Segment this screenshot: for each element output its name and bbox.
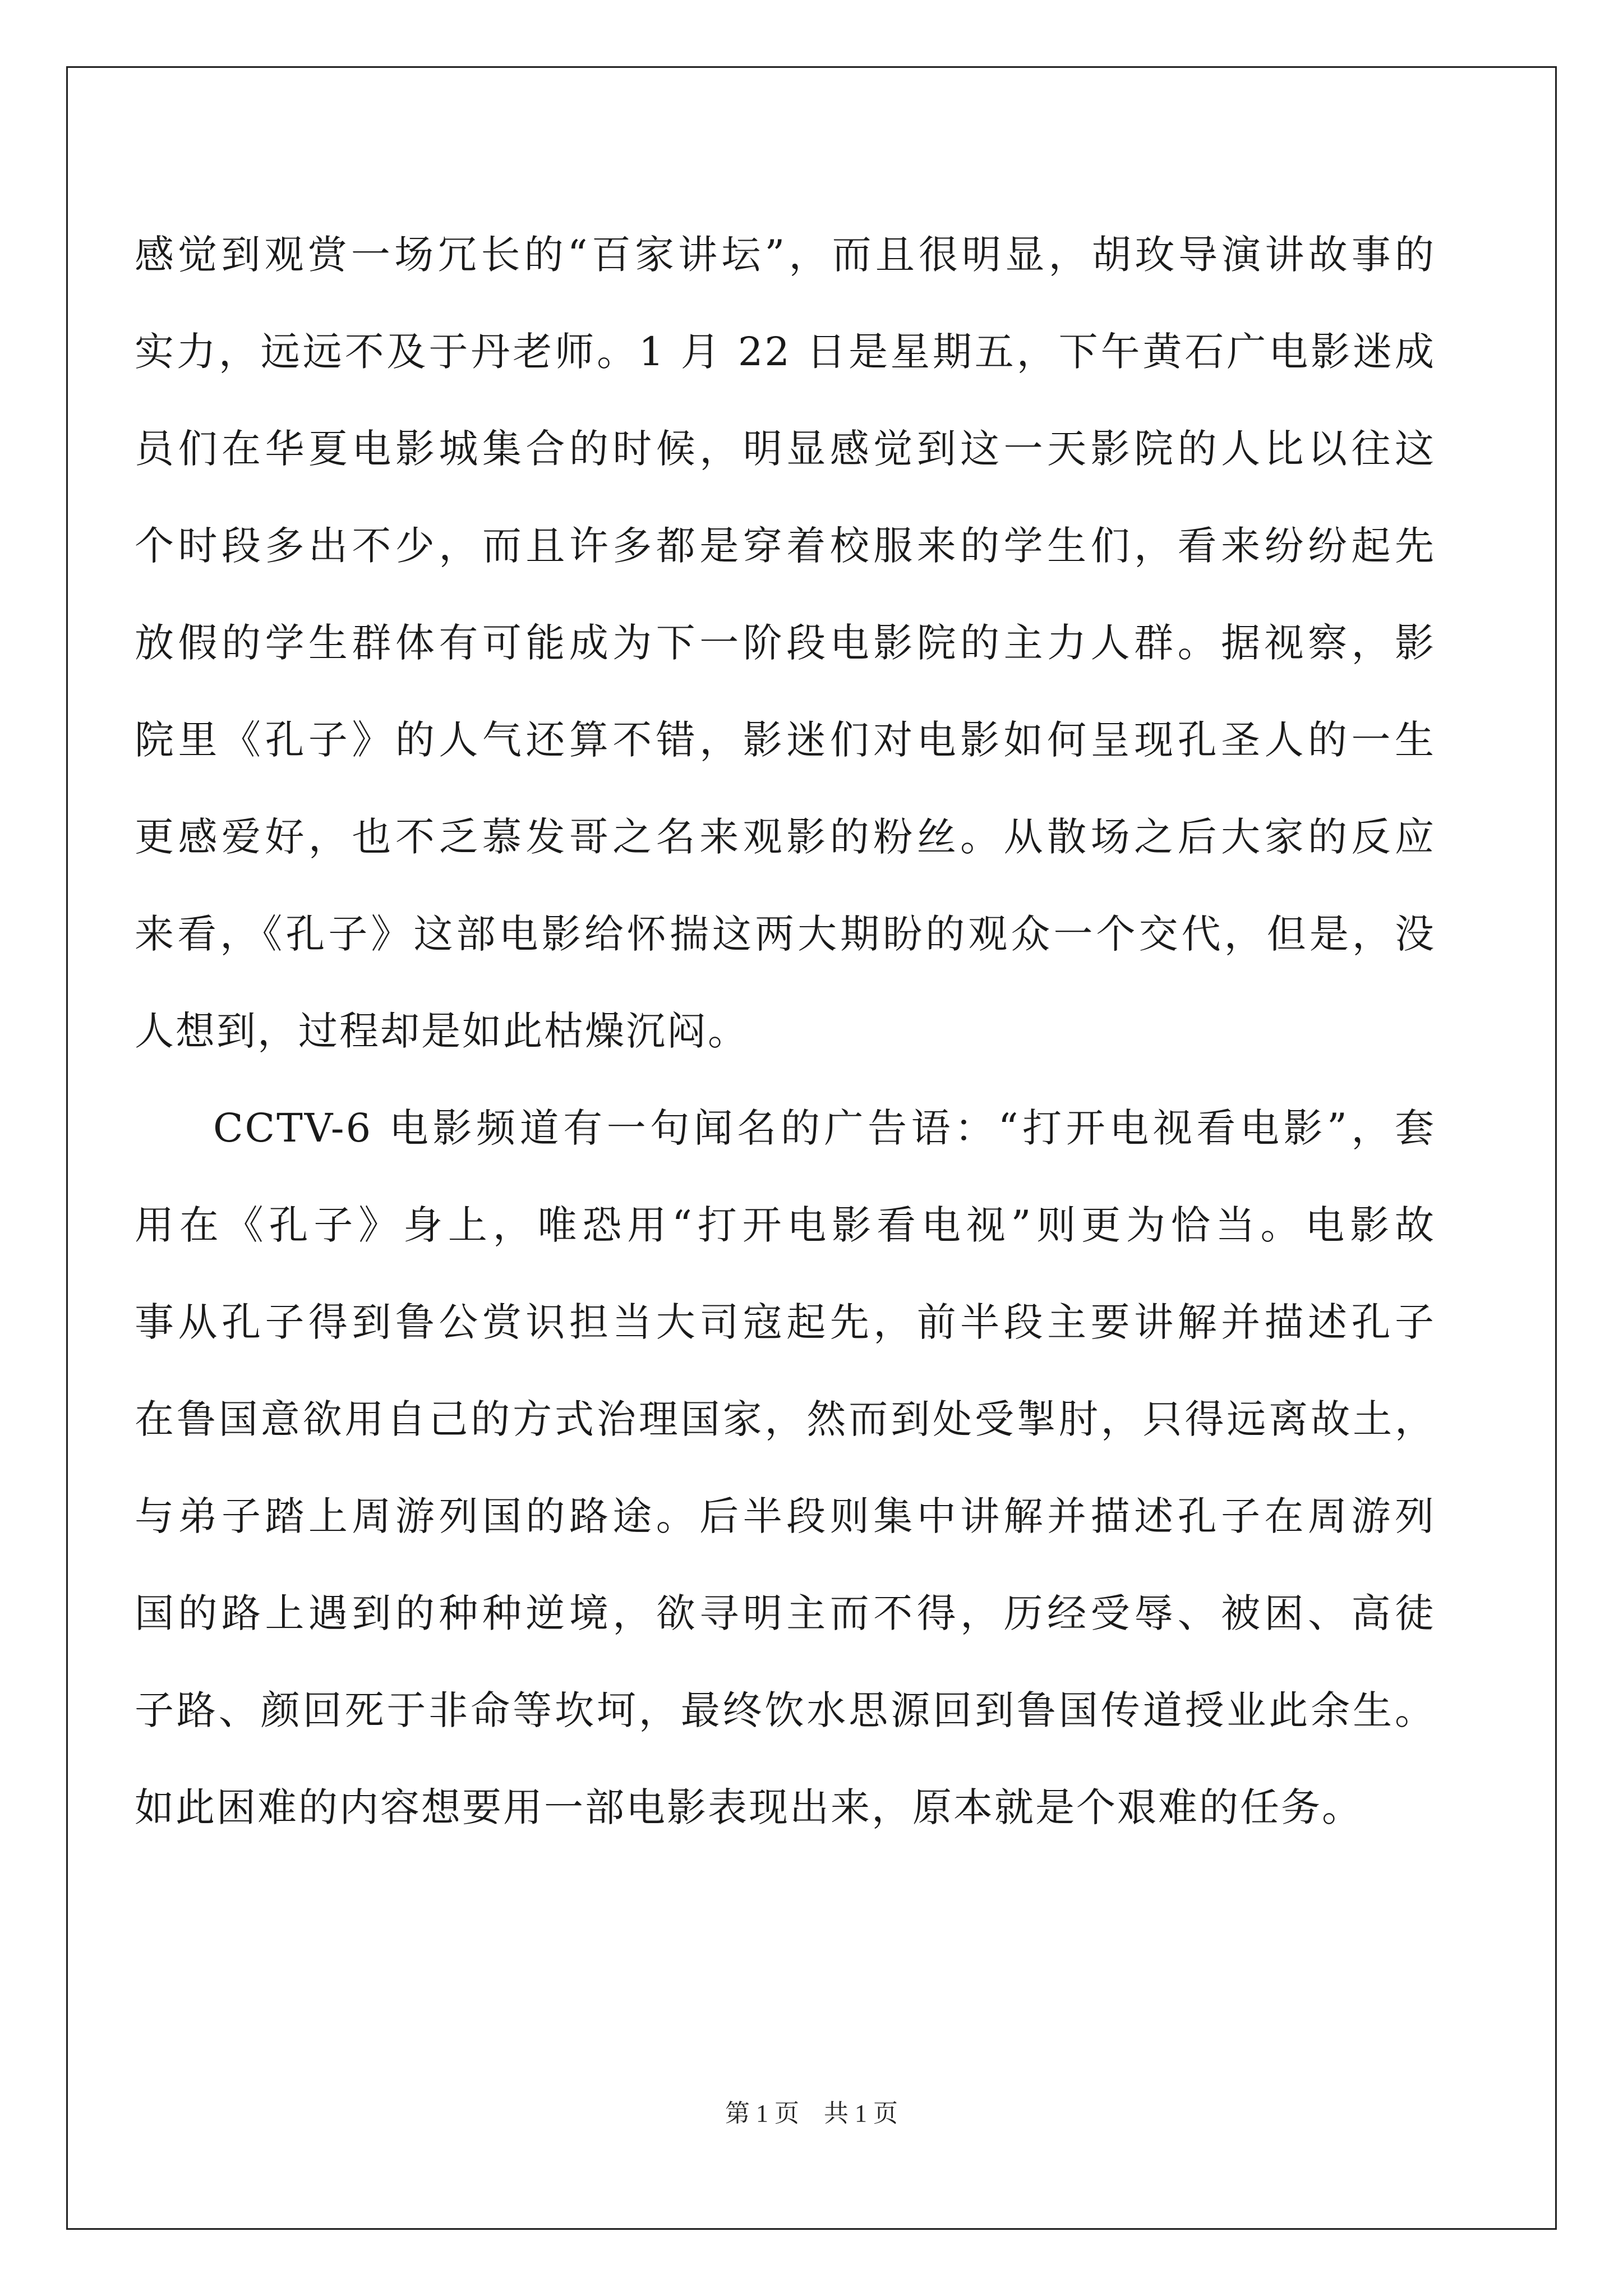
text-line: 院里《孔子》的人气还算不错，影迷们对电影如何呈现孔圣人的一生 [135,717,1436,763]
text-line: 个时段多出不少，而且许多都是穿着校服来的学生们，看来纷纷起先 [135,523,1436,569]
text-line: 实力，远远不及于丹老师。1 月 22 日是星期五，下午黄石广电影迷成 [135,329,1436,375]
text-line: 更感爱好，也不乏慕发哥之名来观影的粉丝。从散场之后大家的反应 [135,814,1436,860]
paragraph-first-line: CCTV-6 电影频道有一句闻名的广告语：“打开电视看电影”，套 [213,1105,1436,1151]
text-line: 事从孔子得到鲁公赏识担当大司寇起先，前半段主要讲解并描述孔子 [135,1299,1436,1345]
text-line: 用在《孔子》身上，唯恐用“打开电影看电视”则更为恰当。电影故 [135,1202,1436,1248]
text-line: 放假的学生群体有可能成为下一阶段电影院的主力人群。据视察，影 [135,620,1436,666]
text-line: 员们在华夏电影城集合的时候，明显感觉到这一天影院的人比以往这 [135,426,1436,472]
page-number-footer: 第 1 页 共 1 页 [725,2100,898,2127]
text-line: 在鲁国意欲用自己的方式治理国家，然而到处受掣肘，只得远离故土， [135,1396,1436,1442]
text-line: 如此困难的内容想要用一部电影表现出来，原本就是个艰难的任务。 [135,1784,1363,1830]
text-line: 国的路上遇到的种种逆境，欲寻明主而不得，历经受辱、被困、高徒 [135,1590,1436,1636]
text-line: 与弟子踏上周游列国的路途。后半段则集中讲解并描述孔子在周游列 [135,1493,1436,1539]
text-line: 来看，《孔子》这部电影给怀揣这两大期盼的观众一个交代，但是，没 [135,911,1436,957]
text-line: 子路、颜回死于非命等坎坷，最终饮水思源回到鲁国传道授业此余生。 [135,1687,1436,1733]
document-body [135,206,1436,1856]
text-line: 人想到，过程却是如此枯燥沉闷。 [135,1008,749,1054]
text-line: 感觉到观赏一场冗长的“百家讲坛”，而且很明显，胡玫导演讲故事的 [135,232,1436,278]
